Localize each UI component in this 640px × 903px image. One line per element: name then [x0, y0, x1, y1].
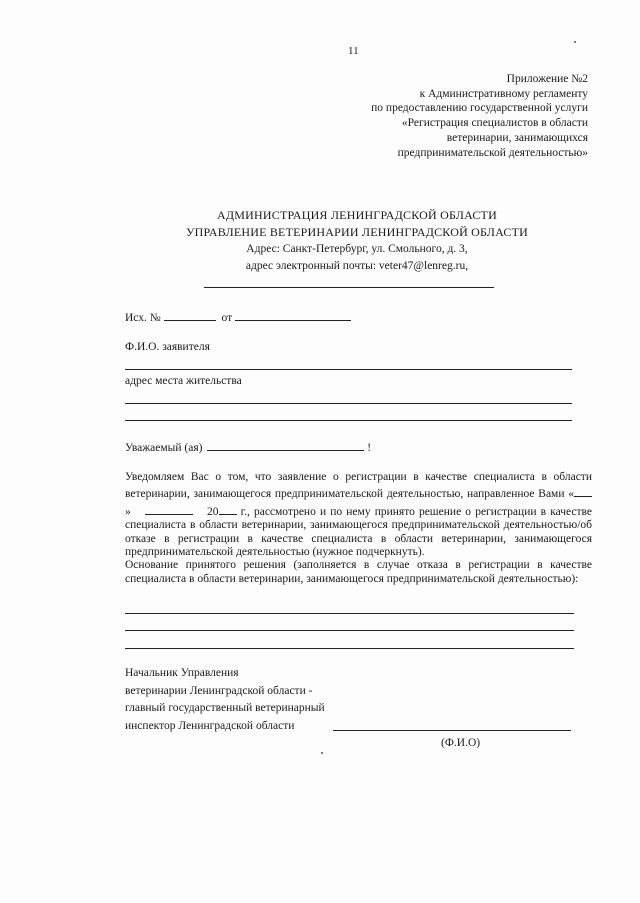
- organization-title: АДМИНИСТРАЦИЯ ЛЕНИНГРАДСКОЙ ОБЛАСТИ: [217, 208, 497, 222]
- signatory-title-line: инспектор Ленинградской области: [125, 719, 295, 732]
- quote-close: »: [125, 505, 131, 518]
- outgoing-number-row: [125, 308, 351, 325]
- notice-month-field[interactable]: [145, 502, 193, 515]
- applicant-label: Ф.И.О. заявителя: [125, 341, 210, 353]
- signatory-title-line: Начальник Управления: [125, 667, 239, 679]
- signature-block: [125, 665, 325, 735]
- residence-label: адрес места жительства: [125, 375, 242, 387]
- signatory-title-line: ветеринарии Ленинградской области -: [125, 684, 313, 697]
- notice-year-prefix: 20: [207, 505, 219, 518]
- annex-line: ветеринарии, занимающихся: [446, 131, 588, 144]
- scan-speck: [574, 41, 576, 43]
- annex-line: к Административному регламенту: [419, 87, 588, 100]
- notice-paragraph-1-cont: г., рассмотрено и по нему принято решение о регистрации в качестве специалиста в области ветеринарии, занимающегося предпринимательской деятельностью/об отказе в регистрации в качестве специалиста в области ветеринарии, занимающегося предпринимательской деятельностью (нужное подчеркнуть).: [125, 505, 593, 559]
- reason-field-3[interactable]: [125, 648, 574, 649]
- scan-speck: [321, 752, 323, 754]
- signatory-title-line: главный государственный ветеринарный: [125, 702, 325, 714]
- greeting-name-field[interactable]: [207, 438, 364, 451]
- notice-year-field[interactable]: [219, 502, 237, 515]
- annex-header: [371, 72, 588, 160]
- residence-field-1[interactable]: [125, 403, 572, 404]
- greeting-label: Уважаемый (ая): [125, 442, 203, 454]
- quote-open: «: [568, 488, 574, 501]
- header-divider: [204, 287, 494, 288]
- reason-field-1[interactable]: [125, 613, 574, 614]
- annex-line: Приложение №2: [506, 73, 588, 85]
- organization-subtitle: УПРАВЛЕНИЕ ВЕТЕРИНАРИИ ЛЕНИНГРАДСКОЙ ОБЛАСТИ: [185, 225, 529, 239]
- annex-line: «Регистрация специалистов в области: [401, 117, 588, 130]
- outgoing-date-field[interactable]: [235, 308, 351, 321]
- notice-paragraph-1: Уведомляем Вас о том, что заявление о регистрации в качестве специалиста в области ветеринарии, занимающегося предпринимательской деятельностью, направленное Вами: [125, 471, 592, 501]
- reason-field-2[interactable]: [125, 630, 574, 631]
- page-number: 11: [348, 45, 359, 57]
- notice-paragraph-2: Основание принятого решения (заполняется в случае отказа в регистрации в качестве специалиста в области ветеринарии, занимающегося предпринимательской деятельностью):: [125, 559, 592, 585]
- outgoing-number-label: Исх. №: [125, 312, 161, 324]
- name-caption: (Ф.И.О): [441, 737, 481, 749]
- annex-line: предпринимательской деятельностью»: [397, 146, 588, 159]
- organization-email: адрес электронный почты: veter47@lenreg.ru,: [245, 260, 469, 272]
- notice-day-field[interactable]: [574, 484, 592, 497]
- organization-address: Адрес: Санкт-Петербург, ул. Смольного, д. 3,: [246, 243, 468, 255]
- date-from-label: от: [221, 312, 233, 324]
- residence-field-2[interactable]: [125, 420, 572, 421]
- outgoing-number-field[interactable]: [164, 308, 216, 321]
- annex-line: по предоставлению государственной услуги: [371, 102, 588, 115]
- greeting-row: [125, 438, 371, 455]
- signature-field[interactable]: [333, 730, 571, 731]
- organization-header: [0, 207, 640, 275]
- greeting-exclamation: !: [367, 442, 372, 454]
- applicant-name-field[interactable]: [125, 369, 572, 370]
- notice-body: [125, 471, 592, 586]
